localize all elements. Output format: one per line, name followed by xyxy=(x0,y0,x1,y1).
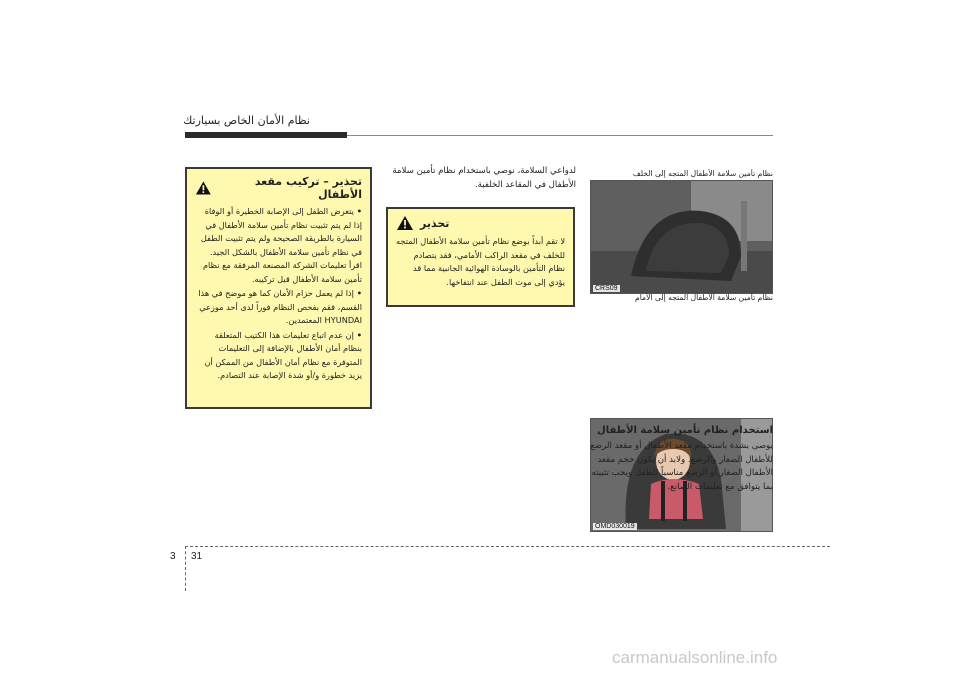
warning-title: تحذير – تركيب مقعد الأطفال xyxy=(254,175,362,201)
header-rule xyxy=(347,135,773,136)
warning-title: تحذير xyxy=(420,216,450,230)
warning-bullet: • إذا لم يعمل حزام الأمان كما هو موضح في هذا القسم، فقم بفحص النظام فوراً لدى أحد موزعي HYUNDAI المعتمدين. xyxy=(195,287,362,328)
rear-facing-seat-illustration xyxy=(591,181,773,294)
warning-body: لا تقم أبداً بوضع نظام تأمين سلامة الأطفال المتجه للخلف في مقعد الراكب الأمامي، فقد يتصادم نظام التأمين بالوسادة الهوائية الجانبية مما قد يؤدي إلى موت الطفل عند انتفاخها. xyxy=(396,236,565,287)
warning-box-front-seat xyxy=(386,207,575,307)
section-title: استخدام نظام تأمين سلامة الأطفال xyxy=(597,425,773,436)
warning-triangle-icon xyxy=(396,215,414,231)
photo-code: CRS09 xyxy=(595,285,618,292)
header-title: نظام الأمان الخاص بسيارتك xyxy=(183,114,310,127)
chapter-number: 3 xyxy=(170,551,176,562)
page-number: 31 xyxy=(191,551,203,562)
photo-caption-forward-facing: نظام تأمين سلامة الأطفال المتجه إلى الأمام xyxy=(635,293,773,302)
warning-body xyxy=(195,205,362,383)
photo-code: OMD030019 xyxy=(595,523,635,530)
warning-header xyxy=(396,215,565,231)
warning-bullet: • يتعرض الطفل إلى الإصابة الخطيرة أو الوفاة إذا لم يتم تثبيت نظام تأمين سلامة الأطفال في السيارة بالطريقة الصحيحة ولم يتم تثبيت الطفل في نظام تأمين سلامة الأطفال بالشكل الجيد. اقرأ تعليمات الشركة المصنعة المرفقة مع نظام تأمين سلامة الأطفال قبل تركيبه. xyxy=(195,205,362,286)
warning-header xyxy=(195,175,362,201)
warning-box-installation xyxy=(185,167,372,409)
watermark: carmanualsonline.info xyxy=(612,648,778,667)
header-bar xyxy=(185,132,347,138)
footer-vertical-divider xyxy=(185,546,186,591)
intro-paragraph: لدواعي السلامة، نوصي باستخدام نظام تأمين سلامة الأطفال في المقاعد الخلفية. xyxy=(392,166,576,190)
section-body: يوصى بشدة باستخدام مقعد الأطفال أو مقعد الرضع للأطفال الصغار والرضع. ولابد أن يكون حجم مقعد الأطفال الصغار أو الرضع مناسباً للطفل ويجب تثبيته بما يتوافق مع تعليمات الصانع. xyxy=(590,441,773,492)
footer-divider xyxy=(185,546,830,547)
photo-caption-rear-facing: نظام تأمين سلامة الأطفال المتجه إلى الخلف xyxy=(632,169,773,178)
warning-bullet: • إن عدم اتباع تعليمات هذا الكتيب المتعلقة بنظام أمان الأطفال بالإضافة إلى التعليمات المتوفرة مع نظام أمان الأطفال من الممكن أن يزيد خطورة و/أو شدة الإصابة عند التصادم. xyxy=(195,329,362,383)
warning-triangle-icon xyxy=(195,180,212,196)
photo-rear-facing-seat xyxy=(590,180,773,294)
